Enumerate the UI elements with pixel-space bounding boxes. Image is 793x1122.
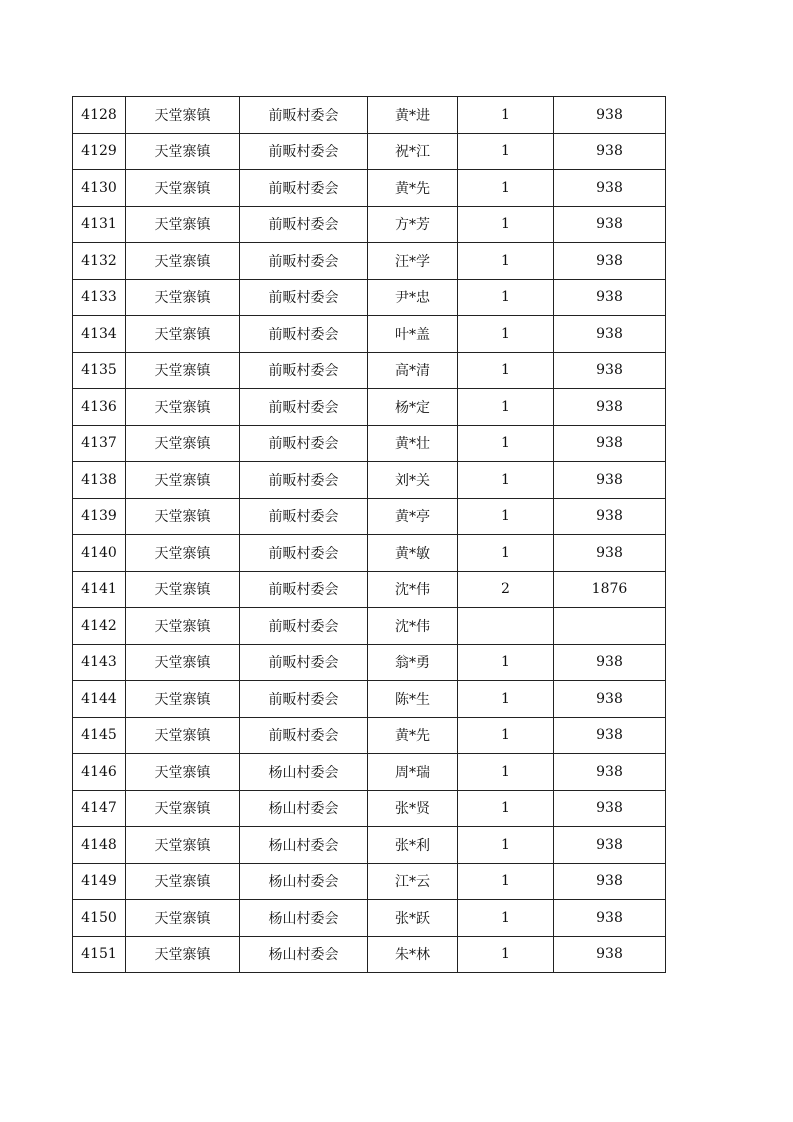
count-cell: 1	[458, 936, 554, 973]
amount-cell: 938	[554, 863, 666, 900]
name-cell: 陈*生	[368, 681, 458, 718]
name-cell: 方*芳	[368, 206, 458, 243]
village-committee-cell: 前畈村委会	[240, 535, 368, 572]
name-cell: 杨*定	[368, 389, 458, 426]
count-cell: 1	[458, 352, 554, 389]
count-cell: 1	[458, 279, 554, 316]
town-cell: 天堂寨镇	[126, 827, 240, 864]
village-committee-cell: 杨山村委会	[240, 900, 368, 937]
amount-cell: 938	[554, 279, 666, 316]
serial-number-cell: 4132	[73, 243, 126, 280]
name-cell: 朱*林	[368, 936, 458, 973]
table-row	[73, 133, 666, 170]
table-row	[73, 936, 666, 973]
serial-number-cell: 4130	[73, 170, 126, 207]
table-row	[73, 389, 666, 426]
table-row	[73, 462, 666, 499]
count-cell: 1	[458, 827, 554, 864]
village-committee-cell: 杨山村委会	[240, 790, 368, 827]
serial-number-cell: 4135	[73, 352, 126, 389]
table-row	[73, 535, 666, 572]
town-cell: 天堂寨镇	[126, 608, 240, 645]
town-cell: 天堂寨镇	[126, 535, 240, 572]
village-committee-cell: 前畈村委会	[240, 389, 368, 426]
serial-number-cell: 4142	[73, 608, 126, 645]
count-cell: 1	[458, 389, 554, 426]
count-cell: 1	[458, 206, 554, 243]
serial-number-cell: 4144	[73, 681, 126, 718]
village-committee-cell: 杨山村委会	[240, 827, 368, 864]
town-cell: 天堂寨镇	[126, 863, 240, 900]
village-committee-cell: 前畈村委会	[240, 206, 368, 243]
count-cell: 1	[458, 462, 554, 499]
table-row	[73, 243, 666, 280]
serial-number-cell: 4137	[73, 425, 126, 462]
count-cell: 1	[458, 717, 554, 754]
amount-cell: 938	[554, 462, 666, 499]
town-cell: 天堂寨镇	[126, 462, 240, 499]
serial-number-cell: 4149	[73, 863, 126, 900]
amount-cell: 938	[554, 790, 666, 827]
town-cell: 天堂寨镇	[126, 243, 240, 280]
village-committee-cell: 前畈村委会	[240, 97, 368, 134]
amount-cell: 938	[554, 97, 666, 134]
serial-number-cell: 4131	[73, 206, 126, 243]
name-cell: 黄*亭	[368, 498, 458, 535]
village-committee-cell: 前畈村委会	[240, 170, 368, 207]
name-cell: 黄*先	[368, 170, 458, 207]
town-cell: 天堂寨镇	[126, 571, 240, 608]
table-body	[73, 97, 666, 973]
town-cell: 天堂寨镇	[126, 498, 240, 535]
name-cell: 张*贤	[368, 790, 458, 827]
table-row	[73, 608, 666, 645]
document-page	[72, 96, 665, 973]
village-committee-cell: 前畈村委会	[240, 717, 368, 754]
town-cell: 天堂寨镇	[126, 900, 240, 937]
town-cell: 天堂寨镇	[126, 425, 240, 462]
name-cell: 张*跃	[368, 900, 458, 937]
name-cell: 叶*盖	[368, 316, 458, 353]
serial-number-cell: 4139	[73, 498, 126, 535]
table-row	[73, 206, 666, 243]
serial-number-cell: 4151	[73, 936, 126, 973]
serial-number-cell: 4140	[73, 535, 126, 572]
count-cell: 1	[458, 535, 554, 572]
village-committee-cell: 前畈村委会	[240, 279, 368, 316]
serial-number-cell: 4134	[73, 316, 126, 353]
amount-cell: 938	[554, 243, 666, 280]
amount-cell: 938	[554, 827, 666, 864]
town-cell: 天堂寨镇	[126, 936, 240, 973]
village-committee-cell: 前畈村委会	[240, 316, 368, 353]
amount-cell: 938	[554, 498, 666, 535]
amount-cell: 938	[554, 206, 666, 243]
name-cell: 高*清	[368, 352, 458, 389]
table-row	[73, 827, 666, 864]
table-row	[73, 425, 666, 462]
amount-cell	[554, 608, 666, 645]
amount-cell: 938	[554, 170, 666, 207]
count-cell: 1	[458, 863, 554, 900]
table-row	[73, 170, 666, 207]
table-row	[73, 900, 666, 937]
town-cell: 天堂寨镇	[126, 352, 240, 389]
table-row	[73, 717, 666, 754]
name-cell: 祝*江	[368, 133, 458, 170]
amount-cell: 938	[554, 900, 666, 937]
village-committee-cell: 前畈村委会	[240, 462, 368, 499]
town-cell: 天堂寨镇	[126, 316, 240, 353]
town-cell: 天堂寨镇	[126, 97, 240, 134]
amount-cell: 938	[554, 717, 666, 754]
village-committee-cell: 前畈村委会	[240, 681, 368, 718]
count-cell: 1	[458, 681, 554, 718]
table-row	[73, 97, 666, 134]
count-cell: 1	[458, 316, 554, 353]
name-cell: 尹*忠	[368, 279, 458, 316]
town-cell: 天堂寨镇	[126, 717, 240, 754]
village-committee-cell: 前畈村委会	[240, 133, 368, 170]
town-cell: 天堂寨镇	[126, 644, 240, 681]
count-cell: 1	[458, 498, 554, 535]
name-cell: 黄*进	[368, 97, 458, 134]
serial-number-cell: 4141	[73, 571, 126, 608]
amount-cell: 938	[554, 425, 666, 462]
table-row	[73, 790, 666, 827]
data-table	[72, 96, 666, 973]
name-cell: 张*利	[368, 827, 458, 864]
table-row	[73, 316, 666, 353]
count-cell	[458, 608, 554, 645]
village-committee-cell: 前畈村委会	[240, 571, 368, 608]
serial-number-cell: 4129	[73, 133, 126, 170]
serial-number-cell: 4136	[73, 389, 126, 426]
name-cell: 沈*伟	[368, 571, 458, 608]
amount-cell: 938	[554, 681, 666, 718]
serial-number-cell: 4143	[73, 644, 126, 681]
serial-number-cell: 4147	[73, 790, 126, 827]
village-committee-cell: 杨山村委会	[240, 754, 368, 791]
name-cell: 江*云	[368, 863, 458, 900]
village-committee-cell: 前畈村委会	[240, 608, 368, 645]
village-committee-cell: 前畈村委会	[240, 243, 368, 280]
count-cell: 2	[458, 571, 554, 608]
amount-cell: 938	[554, 316, 666, 353]
amount-cell: 1876	[554, 571, 666, 608]
town-cell: 天堂寨镇	[126, 754, 240, 791]
amount-cell: 938	[554, 389, 666, 426]
count-cell: 1	[458, 97, 554, 134]
table-row	[73, 681, 666, 718]
count-cell: 1	[458, 170, 554, 207]
amount-cell: 938	[554, 644, 666, 681]
amount-cell: 938	[554, 352, 666, 389]
count-cell: 1	[458, 425, 554, 462]
town-cell: 天堂寨镇	[126, 790, 240, 827]
amount-cell: 938	[554, 133, 666, 170]
village-committee-cell: 前畈村委会	[240, 644, 368, 681]
name-cell: 周*瑞	[368, 754, 458, 791]
serial-number-cell: 4145	[73, 717, 126, 754]
name-cell: 翁*勇	[368, 644, 458, 681]
table-row	[73, 352, 666, 389]
village-committee-cell: 杨山村委会	[240, 936, 368, 973]
town-cell: 天堂寨镇	[126, 681, 240, 718]
amount-cell: 938	[554, 936, 666, 973]
table-row	[73, 279, 666, 316]
table-row	[73, 571, 666, 608]
village-committee-cell: 前畈村委会	[240, 352, 368, 389]
town-cell: 天堂寨镇	[126, 389, 240, 426]
count-cell: 1	[458, 900, 554, 937]
village-committee-cell: 前畈村委会	[240, 425, 368, 462]
table-row	[73, 498, 666, 535]
town-cell: 天堂寨镇	[126, 279, 240, 316]
serial-number-cell: 4148	[73, 827, 126, 864]
serial-number-cell: 4138	[73, 462, 126, 499]
amount-cell: 938	[554, 535, 666, 572]
village-committee-cell: 前畈村委会	[240, 498, 368, 535]
name-cell: 刘*关	[368, 462, 458, 499]
amount-cell: 938	[554, 754, 666, 791]
table-row	[73, 754, 666, 791]
name-cell: 黄*先	[368, 717, 458, 754]
name-cell: 汪*学	[368, 243, 458, 280]
name-cell: 沈*伟	[368, 608, 458, 645]
serial-number-cell: 4133	[73, 279, 126, 316]
count-cell: 1	[458, 243, 554, 280]
table-row	[73, 863, 666, 900]
name-cell: 黄*壮	[368, 425, 458, 462]
name-cell: 黄*敏	[368, 535, 458, 572]
serial-number-cell: 4150	[73, 900, 126, 937]
count-cell: 1	[458, 754, 554, 791]
town-cell: 天堂寨镇	[126, 133, 240, 170]
count-cell: 1	[458, 133, 554, 170]
table-row	[73, 644, 666, 681]
town-cell: 天堂寨镇	[126, 170, 240, 207]
village-committee-cell: 杨山村委会	[240, 863, 368, 900]
count-cell: 1	[458, 644, 554, 681]
serial-number-cell: 4146	[73, 754, 126, 791]
count-cell: 1	[458, 790, 554, 827]
serial-number-cell: 4128	[73, 97, 126, 134]
town-cell: 天堂寨镇	[126, 206, 240, 243]
